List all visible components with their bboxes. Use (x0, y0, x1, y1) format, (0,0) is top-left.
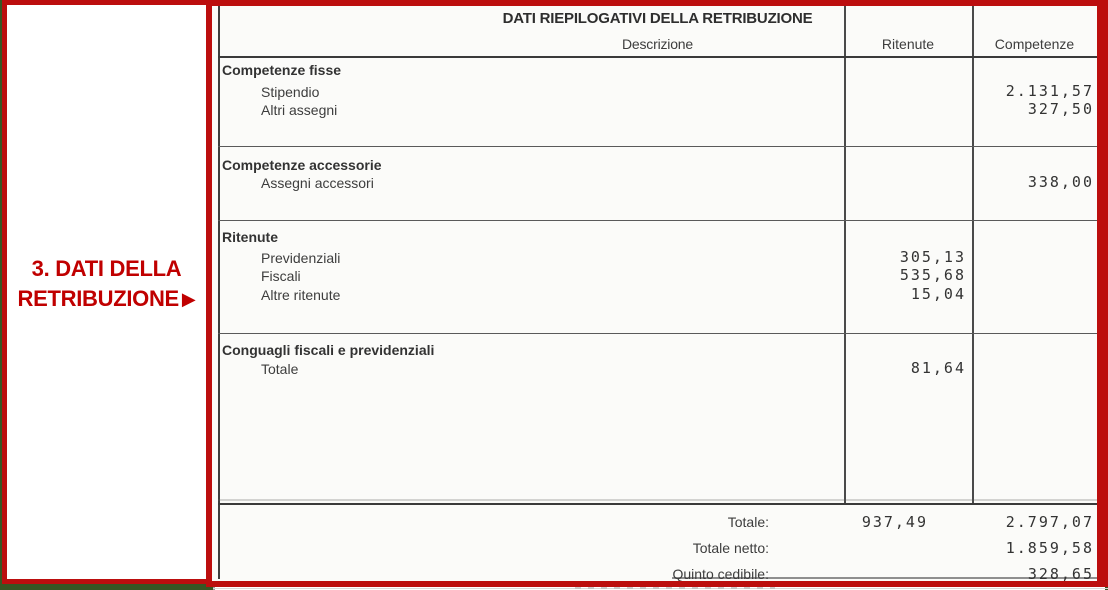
adjacent-section-edge-bottom (3, 584, 213, 590)
scan-cutoff-text-artifact (575, 587, 775, 589)
row-label: Stipendio (261, 84, 320, 100)
total-ritenute: 937,49 (861, 513, 928, 531)
annotation-label-box (2, 0, 211, 584)
row-label: Fiscali (261, 268, 301, 284)
row-value-ritenute: 305,13 (899, 248, 966, 266)
column-header-competenze: Competenze (994, 36, 1075, 52)
row-value-ritenute: 15,04 (910, 285, 966, 303)
section-divider (218, 146, 1097, 147)
total-netto-value: 1.859,58 (1005, 539, 1094, 557)
annotation-label (7, 254, 206, 316)
section-divider (218, 220, 1097, 221)
annotation-label-line2: RETRIBUZIONE (17, 286, 179, 311)
header-underline (218, 56, 1097, 58)
table-title: DATI RIEPILOGATIVI DELLA RETRIBUZIONE (502, 10, 813, 27)
section-divider (218, 333, 1097, 334)
total-label: Totale netto: (692, 540, 769, 556)
quinto-cedibile-value: 328,65 (1027, 565, 1094, 581)
totals-divider (218, 503, 1097, 505)
row-label: Altre ritenute (261, 287, 341, 303)
total-label: Quinto cedibile: (672, 566, 769, 581)
row-value-competenze: 338,00 (1027, 173, 1094, 191)
row-label: Previdenziali (261, 250, 341, 266)
row-label: Assegni accessori (261, 175, 374, 191)
column-header-ritenute: Ritenute (881, 36, 935, 52)
payslip-scan (212, 6, 1097, 581)
row-value-ritenute: 81,64 (910, 359, 966, 377)
row-value-ritenute: 535,68 (899, 266, 966, 284)
section-header: Conguagli fiscali e previdenziali (222, 342, 435, 358)
section-header: Competenze fisse (222, 62, 342, 78)
total-label: Totale: (727, 514, 769, 530)
row-value-competenze: 2.131,57 (1005, 82, 1094, 100)
column-header-descrizione: Descrizione (622, 36, 693, 52)
row-label: Altri assegni (261, 102, 338, 118)
annotation-label-line1: 3. DATI DELLA (31, 256, 182, 281)
annotation-highlight-box (206, 0, 1108, 587)
row-label: Totale (261, 361, 299, 377)
total-competenze: 2.797,07 (1005, 513, 1094, 531)
annotation-label-line2-wrap (7, 284, 206, 316)
section-header: Ritenute (222, 229, 278, 245)
arrow-right-icon: ▶ (181, 289, 196, 310)
row-value-competenze: 327,50 (1027, 100, 1094, 118)
table-left-border (218, 6, 220, 579)
column-divider-ritenute-competenze (972, 6, 974, 503)
section-header: Competenze accessorie (222, 157, 382, 173)
